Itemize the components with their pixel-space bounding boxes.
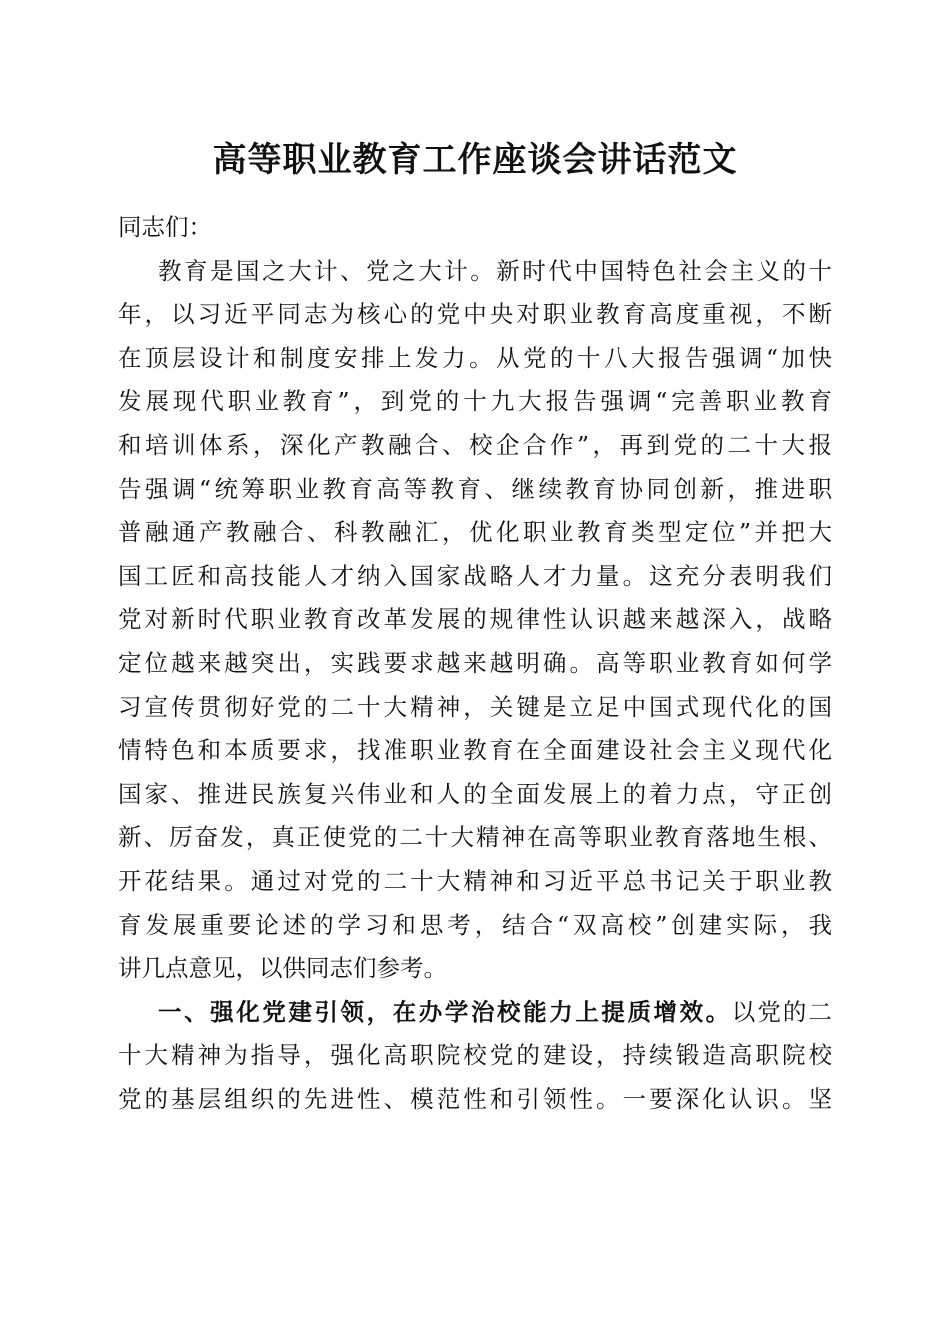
paragraph-line: 党的基层组织的先进性、模范性和引领性。一要深化认识。坚: [118, 1084, 832, 1113]
paragraph-line: 开花结果。通过对党的二十大精神和习近平总书记关于职业教: [118, 866, 832, 895]
paragraph-line: 习宣传贯彻好党的二十大精神，关键是立足中国式现代化的国: [118, 692, 832, 721]
paragraph-line: 党对新时代职业教育改革发展的规律性认识越来越深入，战略: [118, 605, 832, 634]
section-heading: 一、强化党建引领，在办学治校能力上提质增效。: [158, 997, 732, 1026]
paragraph-line: 和培训体系，深化产教融合、校企合作”，再到党的二十大报: [118, 430, 832, 459]
paragraph-line: 教育是国之大计、党之大计。新时代中国特色社会主义的十: [158, 256, 832, 285]
paragraph-line: 讲几点意见，以供同志们参考。: [118, 954, 447, 983]
paragraph-line: 发展现代职业教育”，到党的十九大报告强调“完善职业教育: [118, 387, 832, 416]
paragraph-line: 在顶层设计和制度安排上发力。从党的十八大报告强调“加快: [118, 343, 832, 372]
paragraph-line: 新、厉奋发，真正使党的二十大精神在高等职业教育落地生根、: [118, 823, 832, 852]
paragraph-line: 告强调“统筹职业教育高等教育、继续教育协同创新，推进职: [118, 474, 832, 503]
paragraph-line: 国工匠和高技能人才纳入国家战略人才力量。这充分表明我们: [118, 561, 832, 590]
section-heading-continuation: 以党的二: [731, 997, 833, 1026]
paragraph-line: 普融通产教融合、科教融汇，优化职业教育类型定位”并把大: [118, 518, 832, 547]
section-heading-line: [118, 991, 832, 1035]
salutation: 同志们：: [118, 213, 212, 241]
paragraph-line: 年，以习近平同志为核心的党中央对职业教育高度重视，不断: [118, 300, 832, 329]
paragraph-line: 育发展重要论述的学习和思考，结合“双高校”创建实际，我: [118, 910, 832, 939]
paragraph-line: 情特色和本质要求，找准职业教育在全面建设社会主义现代化: [118, 736, 832, 765]
paragraph-line: 定位越来越突出，实践要求越来越明确。高等职业教育如何学: [118, 648, 832, 677]
paragraph-line: 十大精神为指导，强化高职院校党的建设，持续锻造高职院校: [118, 1041, 832, 1070]
paragraph-line: 国家、推进民族复兴伟业和人的全面发展上的着力点，守正创: [118, 779, 832, 808]
document-body: [118, 206, 832, 1121]
document-title: 高等职业教育工作座谈会讲话范文: [212, 140, 738, 180]
